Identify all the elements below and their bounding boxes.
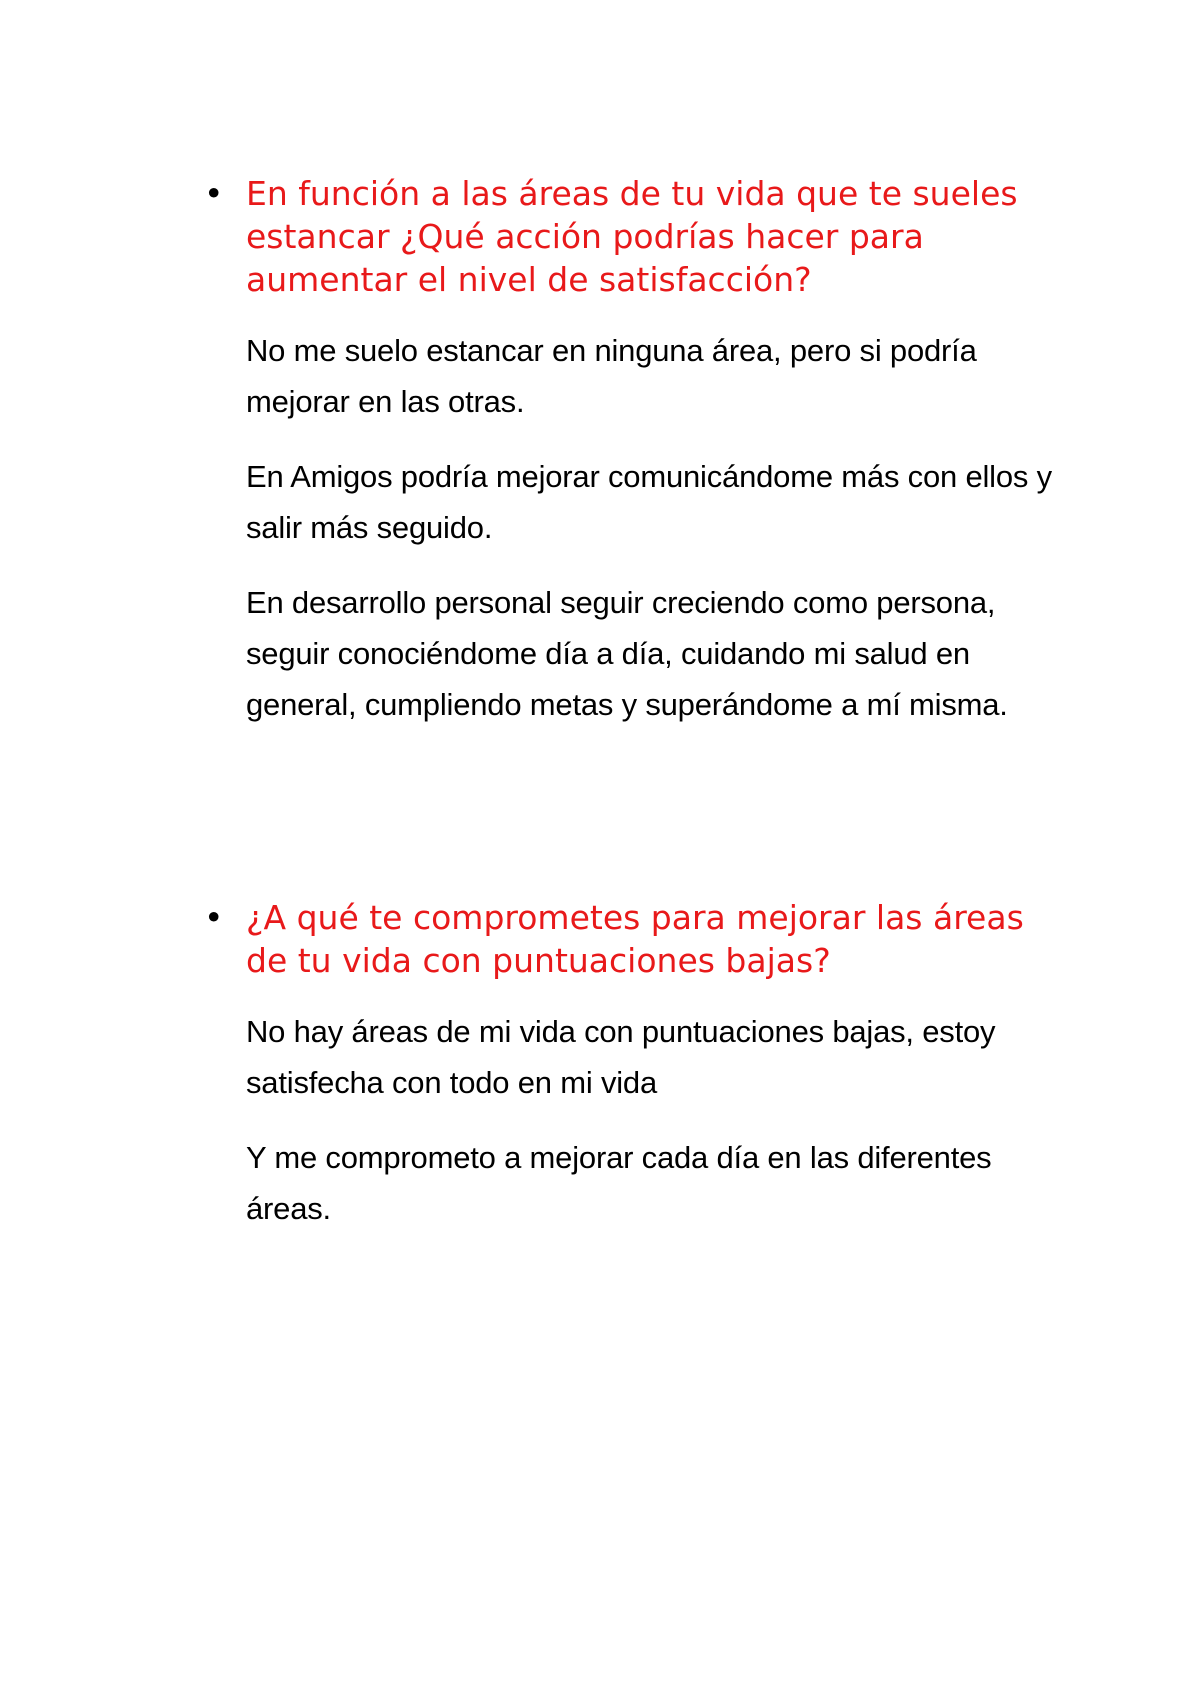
answer-2-1: No hay áreas de mi vida con puntuaciones bajas, estoy satisfecha con todo en mi vida: [246, 1014, 996, 1100]
question-row-2: [204, 896, 1064, 982]
bullet-icon: •: [204, 898, 224, 937]
answer-2-2: Y me comprometo a mejorar cada día en las diferentes áreas.: [246, 1140, 992, 1226]
question-section-2: [204, 896, 1064, 1258]
answers-1: [204, 325, 1064, 730]
question-section-1: [204, 172, 1064, 754]
bullet-icon: •: [204, 174, 224, 213]
answer-1-2: En Amigos podría mejorar comunicándome más con ellos y salir más seguido.: [246, 459, 1052, 545]
question-1: En función a las áreas de tu vida que te sueles estancar ¿Qué acción podrías hacer para aumentar el nivel de satisfacción?: [246, 174, 1018, 299]
question-2: ¿A qué te comprometes para mejorar las áreas de tu vida con puntuaciones bajas?: [246, 898, 1024, 980]
answer-1-1: No me suelo estancar en ninguna área, pero si podría mejorar en las otras.: [246, 333, 977, 419]
answers-2: [204, 1006, 1064, 1234]
question-row-1: [204, 172, 1064, 301]
answer-1-3: En desarrollo personal seguir creciendo como persona, seguir conociéndome día a día, cuidando mi salud en general, cumpliendo metas y superándome a mí misma.: [246, 585, 1008, 722]
